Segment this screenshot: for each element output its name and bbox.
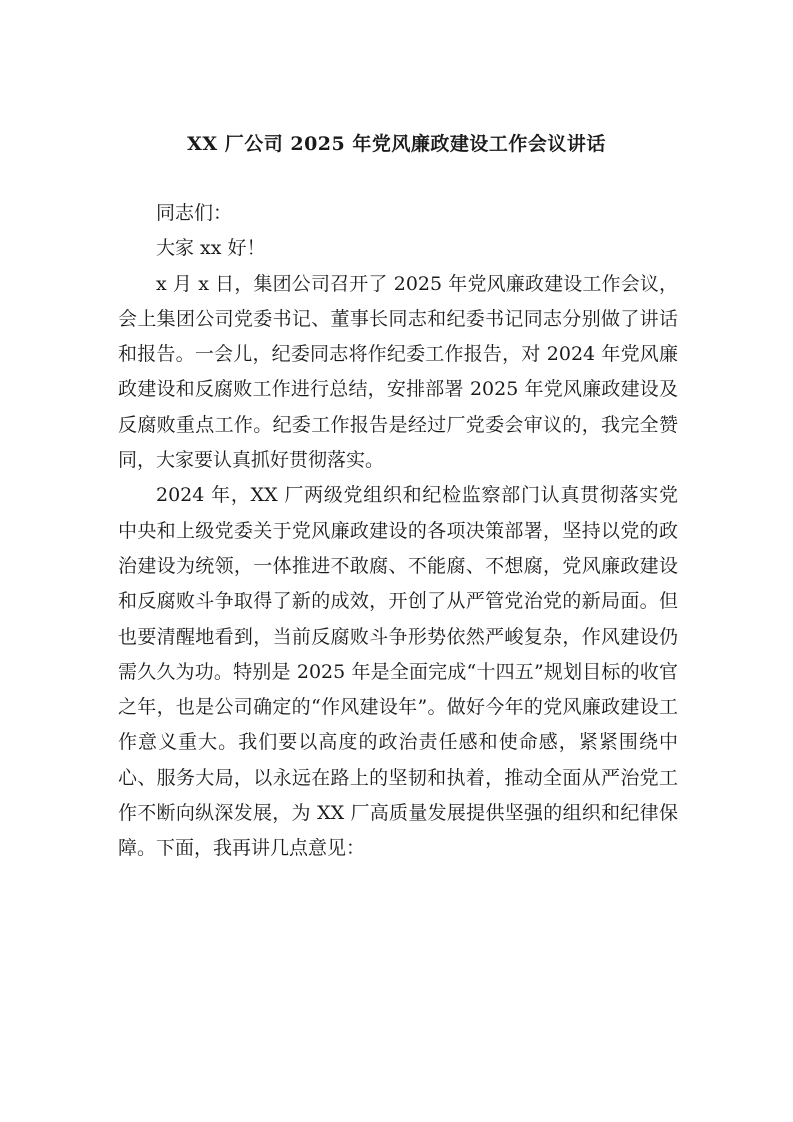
body-paragraph-meeting: x 月 x 日，集团公司召开了 2025 年党风廉政建设工作会议，会上集团公司党委书记、董事长同志和纪委书记同志分别做了讲话和报告。一会儿，纪委同志将作纪委工作报告，对 2024 年党风廉政建设和反腐败工作进行总结，安排部署 2025 年党风廉政建设及反腐败重点工作。纪委工作报告是经过厂党委会审议的，我完全赞同，大家要认真抓好贯彻落实。 bbox=[118, 272, 678, 472]
greeting-paragraph: 大家 xx 好！ bbox=[156, 237, 266, 260]
body-paragraph-review: 2024 年，XX 厂两级党组织和纪检监察部门认真贯彻落实党中央和上级党委关于党风廉政建设的各项决策部署，坚持以党的政治建设为统领，一体推进不敢腐、不能腐、不想腐，党风廉政建设和反腐败斗争取得了新的成效，开创了从严管党治党的新局面。但也要清醒地看到，当前反腐败斗争形势依然严峻复杂，作风建设仍需久久为功。特别是 2025 年是全面完成“十四五”规划目标的收官之年，也是公司确定的“作风建设年”。做好今年的党风廉政建设工作意义重大。我们要以高度的政治责任感和使命感，紧紧围绕中心、服务大局，以永远在路上的坚韧和执着，推动全面从严治党工作不断向纵深发展，为 XX 厂高质量发展提供坚强的组织和纪律保障。下面，我再讲几点意见： bbox=[118, 484, 678, 860]
salutation-paragraph: 同志们： bbox=[156, 202, 233, 224]
document-body bbox=[118, 196, 678, 867]
document-title: XX 厂公司 2025 年党风廉政建设工作会议讲话 bbox=[187, 133, 606, 155]
